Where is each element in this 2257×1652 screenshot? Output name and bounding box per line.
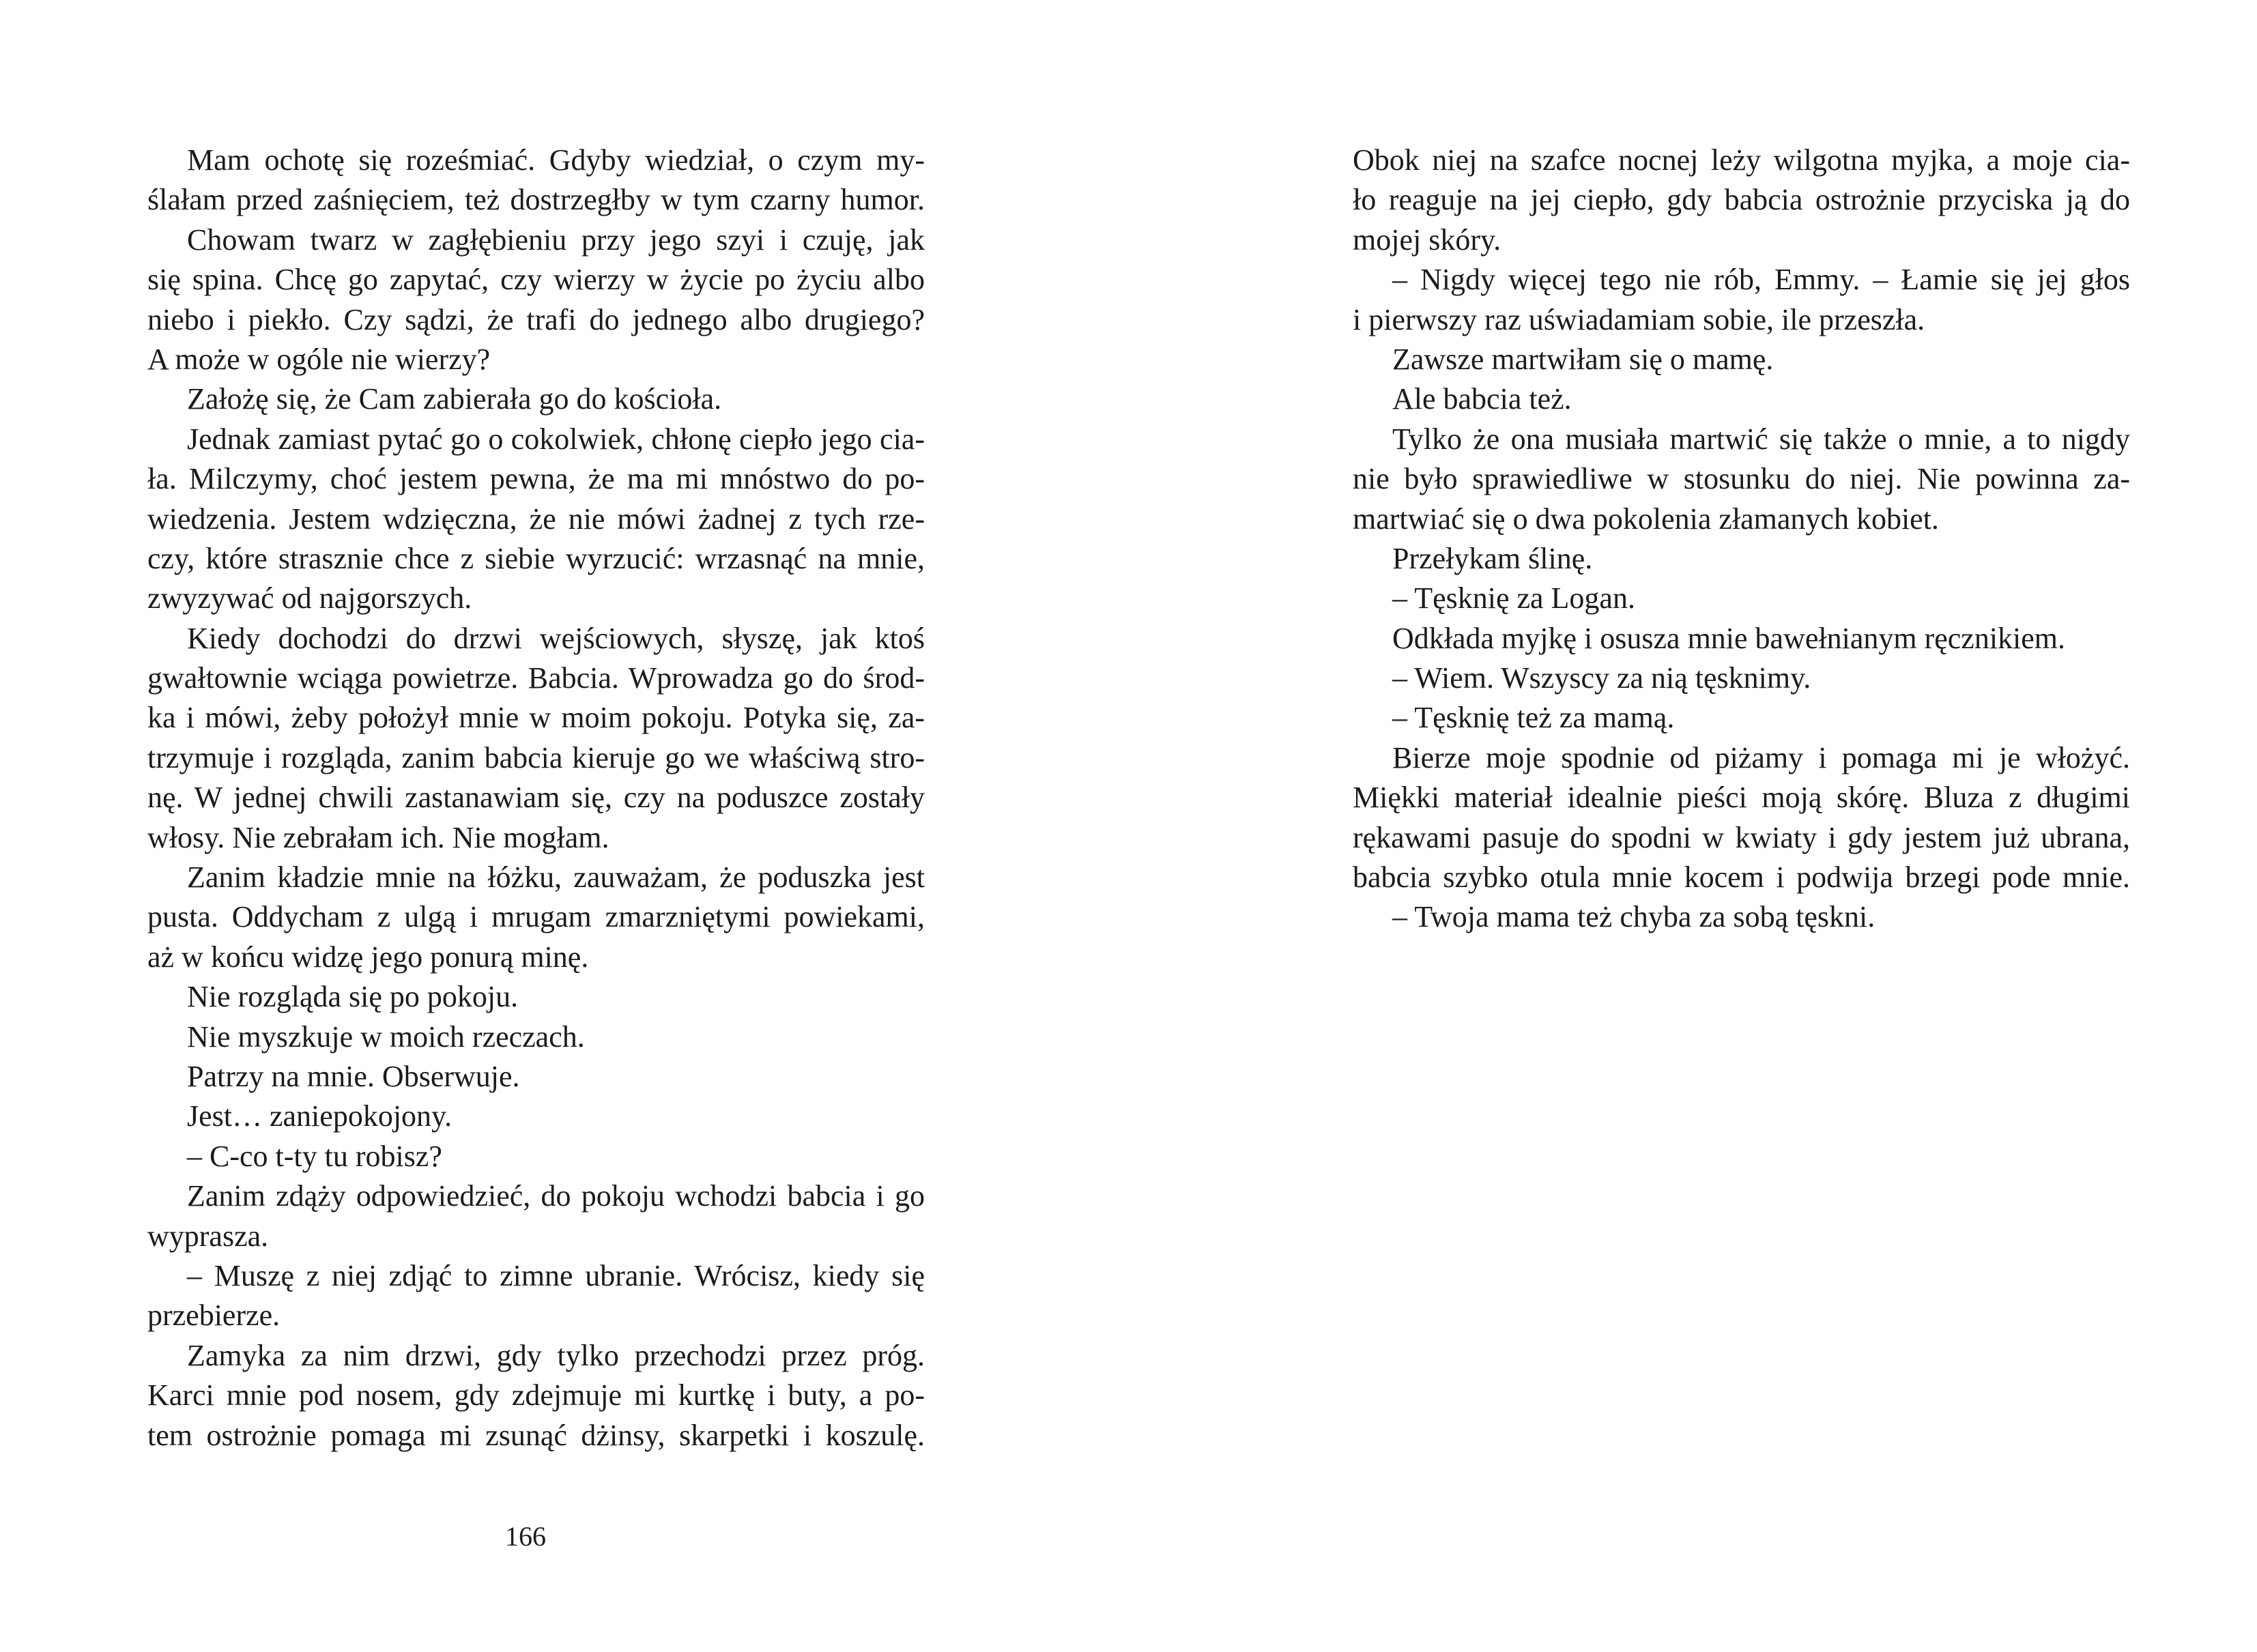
left-page xyxy=(147,141,925,1455)
text-line: Ale babcia też. xyxy=(1392,382,1572,416)
text-line: rękawami pasuje do spodni w kwiaty i gdy jestem już ubrana, xyxy=(1353,820,2130,854)
text-line: się spina. Chcę go zapytać, czy wierzy w życie po życiu albo xyxy=(147,263,925,297)
text-line: martwiać się o dwa pokolenia złamanych kobiet. xyxy=(1353,502,1939,536)
text-line: niebo i piekło. Czy sądzi, że trafi do jednego albo drugiego? xyxy=(147,302,925,336)
text-line: Zanim zdąży odpowiedzieć, do pokoju wchodzi babcia i go xyxy=(187,1179,925,1213)
text-line: Zanim kładzie mnie na łóżku, zauważam, że poduszka jest xyxy=(187,860,925,895)
text-line: Chowam twarz w zagłębieniu przy jego szyi i czuję, jak xyxy=(187,222,925,257)
text-line: Bierze moje spodnie od piżamy i pomaga mi je włożyć. xyxy=(1392,740,2130,774)
text-line: przebierze. xyxy=(147,1299,281,1333)
text-line: gwałtownie wciąga powietrze. Babcia. Wprowadza go do środ- xyxy=(147,661,925,695)
text-line: Patrzy na mnie. Obserwuje. xyxy=(187,1059,520,1093)
text-line: trzymuje i rozgląda, zanim babcia kieruje go we właściwą stro- xyxy=(147,740,925,774)
text-line: nie było sprawiedliwe w stosunku do niej. Nie powinna za- xyxy=(1353,462,2130,496)
text-line: ślałam przed zaśnięciem, też dostrzegłby w tym czarny humor. xyxy=(147,183,925,217)
text-line: ka i mówi, żeby położył mnie w moim pokoju. Potyka się, za- xyxy=(147,701,925,735)
text-line: Miękki materiał idealnie pieści moją skórę. Bluza z długimi xyxy=(1353,781,2130,815)
text-line: Zawsze martwiłam się o mamę. xyxy=(1392,342,1774,376)
text-line: czy, które strasznie chce z siebie wyrzucić: wrzasnąć na mnie, xyxy=(147,541,925,575)
text-line: babcia szybko otula mnie kocem i podwija brzegi pode mnie. xyxy=(1353,860,2130,895)
text-line: Nie myszkuje w moich rzeczach. xyxy=(187,1019,585,1054)
text-line: – Wiem. Wszyscy za nią tęsknimy. xyxy=(1392,661,1811,695)
text-line: włosy. Nie zebrałam ich. Nie mogłam. xyxy=(147,820,609,854)
text-line: – Tęsknię za Logan. xyxy=(1392,581,1635,615)
text-line: Odkłada myjkę i osusza mnie bawełnianym ręcznikiem. xyxy=(1392,621,2066,655)
text-line: Kiedy dochodzi do drzwi wejściowych, słyszę, jak ktoś xyxy=(187,621,925,655)
text-line: ło reaguje na jej ciepło, gdy babcia ostrożnie przyciska ją do xyxy=(1353,183,2130,217)
text-line: pusta. Oddycham z ulgą i mrugam zmarzniętymi powiekami, xyxy=(147,900,925,934)
text-line: Nie rozgląda się po pokoju. xyxy=(187,980,519,1014)
text-line: Jednak zamiast pytać go o cokolwiek, chłonę ciepło jego cia- xyxy=(187,422,925,456)
text-line: i pierwszy raz uświadamiam sobie, ile przeszła. xyxy=(1353,302,1925,336)
text-line: zwyzywać od najgorszych. xyxy=(147,581,472,615)
text-line: wiedzenia. Jestem wdzięczna, że nie mówi żadnej z tych rze- xyxy=(147,502,925,536)
text-line: Jest… zaniepokojony. xyxy=(187,1099,452,1133)
text-line: Obok niej na szafce nocnej leży wilgotna myjka, a moje cia- xyxy=(1353,143,2130,177)
text-line: Zamyka za nim drzwi, gdy tylko przechodzi przez próg. xyxy=(187,1338,925,1372)
text-line: nę. W jednej chwili zastanawiam się, czy na poduszce zostały xyxy=(147,781,925,815)
text-line: – Tęsknię też za mamą. xyxy=(1392,701,1675,735)
text-line: ła. Milczymy, choć jestem pewna, że ma mi mnóstwo do po- xyxy=(147,462,925,496)
text-line: – C-co t-ty tu robisz? xyxy=(187,1139,442,1173)
text-line: aż w końcu widzę jego ponurą minę. xyxy=(147,940,589,974)
text-line: wyprasza. xyxy=(147,1219,269,1253)
text-line: tem ostrożnie pomaga mi zsunąć dżinsy, skarpetki i koszulę. xyxy=(147,1418,925,1452)
text-line: Karci mnie pod nosem, gdy zdejmuje mi kurtkę i buty, a po- xyxy=(147,1378,925,1412)
text-line: mojej skóry. xyxy=(1353,222,1501,257)
page-number: 166 xyxy=(505,1521,546,1552)
text-line: – Nigdy więcej tego nie rób, Emmy. – Łamie się jej głos xyxy=(1392,263,2130,297)
right-page xyxy=(1353,141,2130,938)
text-line: A może w ogóle nie wierzy? xyxy=(147,342,491,376)
text-line: Przełykam ślinę. xyxy=(1392,541,1593,575)
text-line: Mam ochotę się roześmiać. Gdyby wiedział, o czym my- xyxy=(187,143,925,177)
text-line: – Muszę z niej zdjąć to zimne ubranie. Wrócisz, kiedy się xyxy=(187,1258,925,1292)
text-line: – Twoja mama też chyba za sobą tęskni. xyxy=(1392,900,1875,934)
text-line: Tylko że ona musiała martwić się także o mnie, a to nigdy xyxy=(1392,422,2130,456)
text-line: Założę się, że Cam zabierała go do kościoła. xyxy=(187,382,722,416)
